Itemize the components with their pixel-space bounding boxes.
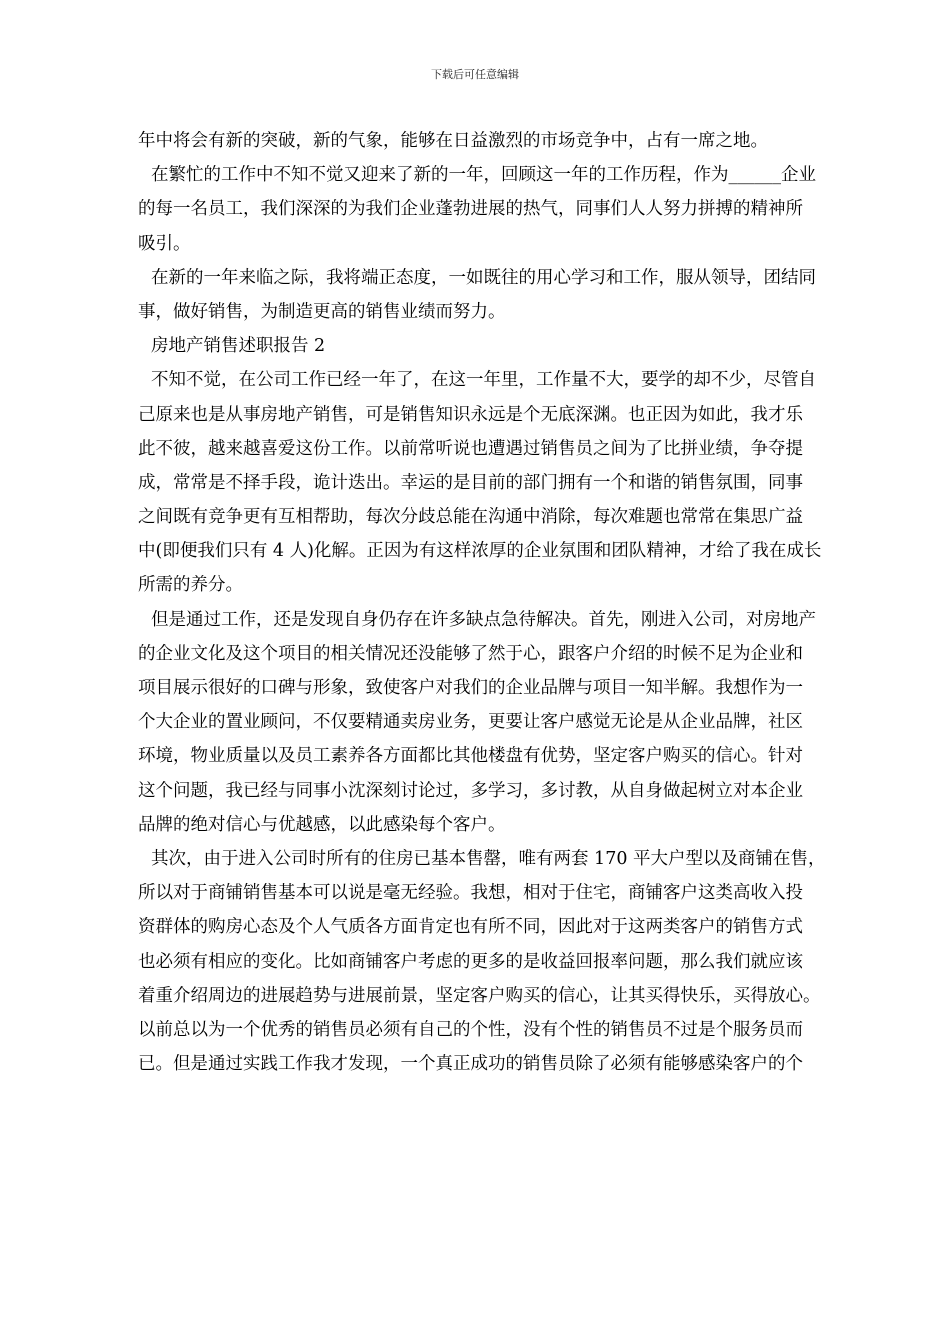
text-line: 成，常常是不择手段，诡计迭出。幸运的是目前的部门拥有一个和谐的销售氛围，同事 — [138, 472, 803, 493]
text-line: 中(即便我们只有 4 人)化解。正因为有这样浓厚的企业氛围和团队精神，才给了我在成长 — [138, 541, 822, 562]
text-line: 环境，物业质量以及员工素养各方面都比其他楼盘有优势，坚定客户购买的信心。针对 — [138, 746, 803, 767]
text-line: 在新的一年来临之际，我将端正态度，一如既往的用心学习和工作，服从领导，团结同 — [151, 267, 816, 288]
text-line: 品牌的绝对信心与优越感，以此感染每个客户。 — [138, 814, 506, 835]
text-line: 也必须有相应的变化。比如商铺客户考虑的更多的是收益回报率问题，那么我们就应该 — [138, 951, 803, 972]
document-body — [138, 124, 898, 1081]
text-line: 己原来也是从事房地产销售，可是销售知识永远是个无底深渊。也正因为如此，我才乐 — [138, 404, 803, 425]
text-line: 资群体的购房心态及个人气质各方面肯定也有所不同，因此对于这两类客户的销售方式 — [138, 917, 803, 938]
text-line: 的每一名员工，我们深深的为我们企业蓬勃进展的热气，同事们人人努力拼搏的精神所 — [138, 199, 803, 220]
text-line: 房地产销售述职报告 2 — [151, 336, 326, 357]
text-line: 但是通过工作，还是发现自身仍存在许多缺点急待解决。首先，刚进入公司，对房地产 — [151, 609, 816, 630]
text-line: 以前总以为一个优秀的销售员必须有自己的个性，没有个性的销售员不过是个服务员而 — [138, 1019, 803, 1040]
text-line: 其次，由于进入公司时所有的住房已基本售罄，唯有两套 170 平大户型以及商铺在售， — [151, 848, 826, 869]
text-line: 的企业文化及这个项目的相关情况还没能够了然于心，跟客户介绍的时候不足为企业和 — [138, 643, 803, 664]
text-line: 所需的养分。 — [138, 575, 243, 596]
text-line: 个大企业的置业顾问，不仅要精通卖房业务，更要让客户感觉无论是从企业品牌，社区 — [138, 712, 803, 733]
text-line: 在繁忙的工作中不知不觉又迎来了新的一年，回顾这一年的工作历程，作为______企业 — [151, 165, 816, 186]
text-line: 此不彼，越来越喜爱这份工作。以前常听说也遭遇过销售员之间为了比拼业绩，争夺提 — [138, 438, 803, 459]
text-line: 不知不觉，在公司工作已经一年了，在这一年里，工作量不大，要学的却不少，尽管自 — [151, 370, 816, 391]
text-line: 之间既有竞争更有互相帮助，每次分歧总能在沟通中消除，每次难题也常常在集思广益 — [138, 507, 803, 528]
text-line: 吸引。 — [138, 233, 191, 254]
text-line: 年中将会有新的突破，新的气象，能够在日益激烈的市场竞争中，占有一席之地。 — [138, 131, 768, 151]
text-line: 这个问题，我已经与同事小沈深刻讨论过，多学习，多讨教，从自身做起树立对本企业 — [138, 780, 803, 801]
text-line: 已。但是通过实践工作我才发现，一个真正成功的销售员除了必须有能够感染客户的个 — [138, 1054, 803, 1075]
text-line: 着重介绍周边的进展趋势与进展前景，坚定客户购买的信心，让其买得快乐，买得放心。 — [138, 985, 821, 1006]
text-line: 事，做好销售，为制造更高的销售业绩而努力。 — [138, 301, 506, 322]
text-line: 所以对于商铺销售基本可以说是毫无经验。我想，相对于住宅，商铺客户这类高收入投 — [138, 883, 803, 904]
page-header: 下载后可任意编辑 — [431, 68, 519, 81]
text-line: 项目展示很好的口碑与形象，致使客户对我们的企业品牌与项目一知半解。我想作为一 — [138, 678, 803, 698]
